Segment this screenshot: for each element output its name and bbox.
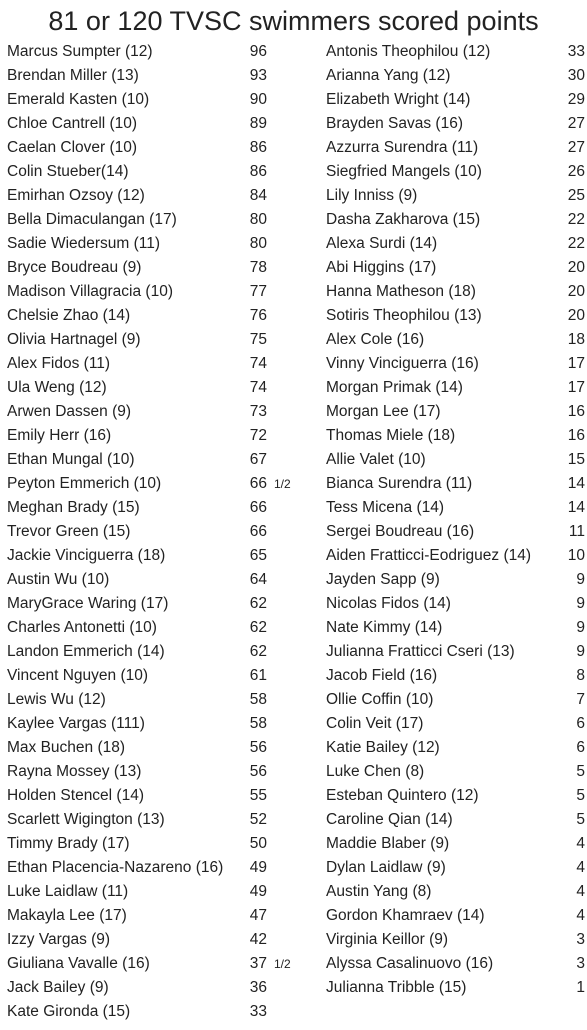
swimmer-row	[319, 952, 585, 976]
swimmer-name: Aiden Fratticci-Eodriguez (14)	[326, 547, 532, 564]
swimmer-row	[0, 136, 310, 160]
swimmer-row	[0, 976, 310, 1000]
swimmer-name: Jackie Vinciguerra (18)	[7, 547, 166, 564]
swimmer-points: 65	[249, 547, 267, 564]
swimmer-points: 62	[249, 619, 267, 636]
swimmer-name: Sadie Wiedersum (11)	[7, 235, 161, 252]
swimmer-points: 16	[567, 427, 585, 444]
swimmer-points: 4	[576, 907, 585, 924]
swimmer-points: 6	[576, 739, 585, 756]
swimmer-row	[319, 184, 585, 208]
left-score-column	[0, 40, 310, 1024]
swimmer-points: 84	[249, 187, 267, 204]
swimmer-row	[319, 64, 585, 88]
swimmer-row	[319, 976, 585, 1000]
swimmer-points: 89	[249, 115, 267, 132]
swimmer-name: Bryce Boudreau (9)	[7, 259, 142, 276]
swimmer-name: Rayna Mossey (13)	[7, 763, 142, 780]
swimmer-row	[0, 184, 310, 208]
swimmer-name: Emerald Kasten (10)	[7, 91, 150, 108]
swimmer-points: 14	[567, 499, 585, 516]
swimmer-row	[0, 112, 310, 136]
swimmer-name: Charles Antonetti (10)	[7, 619, 157, 636]
swimmer-name: Esteban Quintero (12)	[326, 787, 479, 804]
swimmer-name: Siegfried Mangels (10)	[326, 163, 482, 180]
swimmer-points: 5	[576, 787, 585, 804]
swimmer-name: Meghan Brady (15)	[7, 499, 140, 516]
swimmer-row	[319, 736, 585, 760]
swimmer-row	[319, 448, 585, 472]
swimmer-row	[0, 352, 310, 376]
swimmer-row	[0, 688, 310, 712]
swimmer-name: Sergei Boudreau (16)	[326, 523, 475, 540]
swimmer-points: 58	[249, 715, 267, 732]
swimmer-name: Colin Stueber(14)	[7, 163, 129, 180]
swimmer-points: 18	[567, 331, 585, 348]
swimmer-name: Kate Gironda (15)	[7, 1003, 131, 1020]
swimmer-points: 74	[249, 379, 267, 396]
swimmer-name: Alex Fidos (11)	[7, 355, 111, 372]
swimmer-points: 66	[249, 499, 267, 516]
swimmer-row	[319, 880, 585, 904]
swimmer-row	[319, 208, 585, 232]
swimmer-row	[319, 784, 585, 808]
swimmer-points: 14	[567, 475, 585, 492]
swimmer-name: Trevor Green (15)	[7, 523, 131, 540]
swimmer-name: Chloe Cantrell (10)	[7, 115, 138, 132]
swimmer-row	[319, 904, 585, 928]
swimmer-points: 20	[567, 283, 585, 300]
page-title: 81 or 120 TVSC swimmers scored points	[48, 6, 539, 36]
swimmer-points: 50	[249, 835, 267, 852]
swimmer-row	[319, 760, 585, 784]
swimmer-row	[0, 448, 310, 472]
swimmer-row	[0, 328, 310, 352]
swimmer-points: 96	[249, 43, 267, 60]
swimmer-points: 33	[567, 43, 585, 60]
swimmer-name: Madison Villagracia (10)	[7, 283, 173, 300]
swimmer-row	[0, 736, 310, 760]
swimmer-points: 56	[249, 763, 267, 780]
swimmer-points: 22	[567, 211, 585, 228]
swimmer-name: Lewis Wu (12)	[7, 691, 106, 708]
swimmer-name: Marcus Sumpter (12)	[7, 43, 153, 60]
swimmer-row	[0, 208, 310, 232]
swimmer-row	[0, 616, 310, 640]
swimmer-row	[319, 256, 585, 280]
swimmer-row	[0, 928, 310, 952]
swimmer-points: 66	[249, 475, 267, 492]
swimmer-row	[319, 304, 585, 328]
swimmer-points: 42	[249, 931, 267, 948]
swimmer-name: Abi Higgins (17)	[326, 259, 437, 276]
swimmer-name: Sotiris Theophilou (13)	[326, 307, 482, 324]
swimmer-row	[0, 520, 310, 544]
swimmer-points: 62	[249, 595, 267, 612]
swimmer-row	[0, 712, 310, 736]
swimmer-row	[319, 352, 585, 376]
swimmer-points: 11	[568, 523, 585, 540]
swimmer-name: Julianna Fratticci Cseri (13)	[326, 643, 515, 660]
swimmer-points: 9	[576, 571, 585, 588]
swimmer-row	[319, 856, 585, 880]
swimmer-name: Alex Cole (16)	[326, 331, 425, 348]
swimmer-row	[0, 496, 310, 520]
swimmer-points: 86	[249, 163, 267, 180]
swimmer-points: 72	[249, 427, 267, 444]
swimmer-name: Ollie Coffin (10)	[326, 691, 434, 708]
swimmer-name: Hanna Matheson (18)	[326, 283, 476, 300]
swimmer-name: Gordon Khamraev (14)	[326, 907, 485, 924]
swimmer-row	[319, 40, 585, 64]
swimmer-points: 37	[249, 955, 267, 972]
swimmer-row	[0, 904, 310, 928]
swimmer-name: Thomas Miele (18)	[326, 427, 456, 444]
swimmer-row	[0, 280, 310, 304]
swimmer-row	[0, 664, 310, 688]
swimmer-points: 9	[576, 619, 585, 636]
swimmer-name: Julianna Tribble (15)	[326, 979, 467, 996]
swimmer-name: Austin Wu (10)	[7, 571, 110, 588]
swimmer-row	[319, 808, 585, 832]
swimmer-points: 29	[567, 91, 585, 108]
swimmer-points: 5	[576, 811, 585, 828]
swimmer-row	[0, 856, 310, 880]
swimmer-points: 27	[567, 139, 585, 156]
swimmer-name: Jayden Sapp (9)	[326, 571, 440, 588]
swimmer-row	[319, 160, 585, 184]
swimmer-row	[0, 376, 310, 400]
swimmer-name: Antonis Theophilou (12)	[326, 43, 491, 60]
swimmer-points: 67	[249, 451, 267, 468]
swimmer-points: 49	[249, 859, 267, 876]
swimmer-name: Brayden Savas (16)	[326, 115, 463, 132]
swimmer-name: Vincent Nguyen (10)	[7, 667, 149, 684]
swimmer-row	[0, 424, 310, 448]
swimmer-row	[319, 640, 585, 664]
swimmer-name: Dasha Zakharova (15)	[326, 211, 481, 228]
swimmer-name: Lily Inniss (9)	[326, 187, 418, 204]
swimmer-name: Makayla Lee (17)	[7, 907, 127, 924]
swimmer-name: Giuliana Vavalle (16)	[7, 955, 150, 972]
swimmer-points: 58	[249, 691, 267, 708]
swimmer-points: 78	[249, 259, 267, 276]
swimmer-points: 73	[249, 403, 267, 420]
swimmer-points: 64	[249, 571, 267, 588]
swimmer-points: 20	[567, 307, 585, 324]
swimmer-name: Jack Bailey (9)	[7, 979, 109, 996]
swimmer-points: 75	[249, 331, 267, 348]
swimmer-row	[0, 256, 310, 280]
swimmer-row	[319, 328, 585, 352]
swimmer-row	[0, 784, 310, 808]
swimmer-row	[0, 640, 310, 664]
swimmer-name: Brendan Miller (13)	[7, 67, 139, 84]
swimmer-row	[0, 400, 310, 424]
swimmer-points: 90	[249, 91, 267, 108]
swimmer-name: Chelsie Zhao (14)	[7, 307, 131, 324]
swimmer-name: Kaylee Vargas (111)	[7, 715, 145, 732]
swimmer-name: Bella Dimaculangan (17)	[7, 211, 177, 228]
swimmer-name: Luke Chen (8)	[326, 763, 425, 780]
swimmer-points: 66	[249, 523, 267, 540]
swimmer-points: 6	[576, 715, 585, 732]
swimmer-row	[0, 304, 310, 328]
swimmer-row	[319, 712, 585, 736]
swimmer-name: Austin Yang (8)	[326, 883, 432, 900]
swimmer-points: 33	[249, 1003, 267, 1020]
swimmer-points: 17	[567, 379, 585, 396]
swimmer-name: Dylan Laidlaw (9)	[326, 859, 446, 876]
swimmer-row	[0, 808, 310, 832]
swimmer-name: Scarlett Wigington (13)	[7, 811, 165, 828]
swimmer-row	[319, 376, 585, 400]
swimmer-row	[0, 88, 310, 112]
swimmer-points: 4	[576, 883, 585, 900]
swimmer-row	[0, 40, 310, 64]
swimmer-name: Morgan Primak (14)	[326, 379, 463, 396]
swimmer-row	[0, 952, 310, 976]
swimmer-points: 8	[576, 667, 585, 684]
swimmer-row	[319, 280, 585, 304]
swimmer-points: 7	[576, 691, 585, 708]
swimmer-row	[0, 832, 310, 856]
swimmer-row	[0, 472, 310, 496]
swimmer-points: 4	[576, 835, 585, 852]
swimmer-name: Emirhan Ozsoy (12)	[7, 187, 145, 204]
swimmer-name: Katie Bailey (12)	[326, 739, 440, 756]
swimmer-name: Caroline Qian (14)	[326, 811, 453, 828]
swimmer-name: Emily Herr (16)	[7, 427, 112, 444]
swimmer-points: 5	[576, 763, 585, 780]
swimmer-name: Jacob Field (16)	[326, 667, 438, 684]
swimmer-points: 62	[249, 643, 267, 660]
swimmer-name: MaryGrace Waring (17)	[7, 595, 169, 612]
swimmer-points: 1	[576, 979, 585, 996]
swimmer-name: Virginia Keillor (9)	[326, 931, 449, 948]
swimmer-points: 22	[567, 235, 585, 252]
swimmer-points: 61	[249, 667, 267, 684]
swimmer-name: Colin Veit (17)	[326, 715, 424, 732]
swimmer-row	[0, 160, 310, 184]
swimmer-points: 10	[567, 547, 585, 564]
swimmer-points: 86	[249, 139, 267, 156]
swimmer-row	[319, 832, 585, 856]
swimmer-points: 80	[249, 235, 267, 252]
swimmer-points: 74	[249, 355, 267, 372]
swimmer-name: Holden Stencel (14)	[7, 787, 144, 804]
swimmer-name: Olivia Hartnagel (9)	[7, 331, 141, 348]
swimmer-row	[0, 64, 310, 88]
swimmer-points: 16	[567, 403, 585, 420]
swimmer-name: Izzy Vargas (9)	[7, 931, 111, 948]
swimmer-name: Bianca Surendra (11)	[326, 475, 473, 492]
swimmer-name: Allie Valet (10)	[326, 451, 426, 468]
swimmer-row	[319, 400, 585, 424]
swimmer-row	[319, 232, 585, 256]
swimmer-points: 20	[567, 259, 585, 276]
swimmer-row	[0, 880, 310, 904]
swimmer-row	[319, 688, 585, 712]
swimmer-name: Ethan Mungal (10)	[7, 451, 135, 468]
swimmer-points: 25	[567, 187, 585, 204]
swimmer-points: 36	[249, 979, 267, 996]
half-point-fraction: 1/2	[274, 957, 291, 971]
swimmer-name: Azzurra Surendra (11)	[326, 139, 479, 156]
right-score-column	[319, 40, 585, 1000]
swimmer-row	[0, 760, 310, 784]
swimmer-name: Ula Weng (12)	[7, 379, 107, 396]
swimmer-points: 3	[576, 955, 585, 972]
swimmer-points: 52	[249, 811, 267, 828]
swimmer-name: Landon Emmerich (14)	[7, 643, 165, 660]
swimmer-row	[0, 592, 310, 616]
swimmer-row	[319, 544, 585, 568]
swimmer-row	[319, 664, 585, 688]
swimmer-points: 30	[567, 67, 585, 84]
swimmer-points: 4	[576, 859, 585, 876]
swimmer-name: Peyton Emmerich (10)	[7, 475, 162, 492]
swimmer-points: 55	[249, 787, 267, 804]
swimmer-points: 49	[249, 883, 267, 900]
swimmer-name: Nate Kimmy (14)	[326, 619, 443, 636]
swimmer-points: 93	[249, 67, 267, 84]
swimmer-row	[319, 928, 585, 952]
swimmer-row	[319, 112, 585, 136]
half-point-fraction: 1/2	[274, 477, 291, 491]
swimmer-row	[0, 544, 310, 568]
swimmer-name: Luke Laidlaw (11)	[7, 883, 129, 900]
swimmer-name: Max Buchen (18)	[7, 739, 126, 756]
swimmer-points: 80	[249, 211, 267, 228]
swimmer-points: 76	[249, 307, 267, 324]
swimmer-row	[319, 496, 585, 520]
swimmer-name: Tess Micena (14)	[326, 499, 445, 516]
swimmer-row	[319, 424, 585, 448]
swimmer-name: Elizabeth Wright (14)	[326, 91, 471, 108]
swimmer-points: 27	[567, 115, 585, 132]
swimmer-name: Ethan Placencia-Nazareno (16)	[7, 859, 224, 876]
swimmer-name: Nicolas Fidos (14)	[326, 595, 451, 612]
swimmer-name: Vinny Vinciguerra (16)	[326, 355, 479, 372]
swimmer-points: 9	[576, 595, 585, 612]
swimmer-points: 15	[567, 451, 585, 468]
swimmer-points: 9	[576, 643, 585, 660]
swimmer-name: Arwen Dassen (9)	[7, 403, 132, 420]
swimmer-name: Morgan Lee (17)	[326, 403, 441, 420]
swimmer-row	[0, 1000, 310, 1024]
swimmer-name: Maddie Blaber (9)	[326, 835, 450, 852]
swimmer-name: Arianna Yang (12)	[326, 67, 451, 84]
swimmer-name: Caelan Clover (10)	[7, 139, 138, 156]
swimmer-points: 77	[249, 283, 267, 300]
swimmer-points: 26	[567, 163, 585, 180]
swimmer-points: 56	[249, 739, 267, 756]
swimmer-points: 47	[249, 907, 267, 924]
swimmer-row	[319, 616, 585, 640]
swimmer-points: 17	[567, 355, 585, 372]
swimmer-name: Alyssa Casalinuovo (16)	[326, 955, 494, 972]
swimmer-name: Timmy Brady (17)	[7, 835, 130, 852]
swimmer-row	[319, 136, 585, 160]
swimmer-points: 3	[576, 931, 585, 948]
swimmer-row	[319, 568, 585, 592]
swimmer-row	[0, 232, 310, 256]
swimmer-row	[0, 568, 310, 592]
swimmer-row	[319, 592, 585, 616]
swimmer-name: Alexa Surdi (14)	[326, 235, 438, 252]
swimmer-row	[319, 472, 585, 496]
swimmer-row	[319, 88, 585, 112]
swimmer-row	[319, 520, 585, 544]
